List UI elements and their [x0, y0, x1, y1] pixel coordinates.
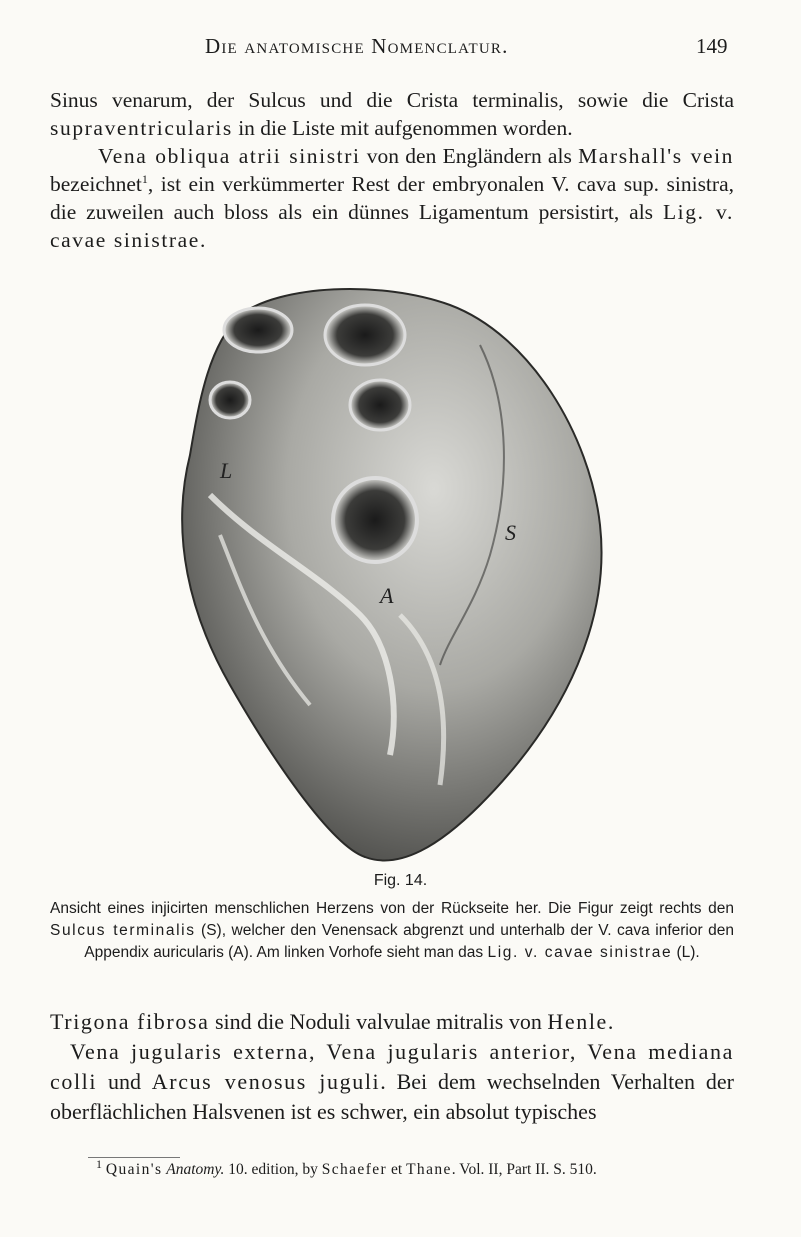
label-L: L — [220, 458, 233, 483]
vessel-opening — [224, 308, 292, 352]
heart-illustration — [150, 285, 630, 870]
vessel-opening — [325, 305, 405, 365]
paragraph-sinus-venarum: Sinus venarum, der Sulcus und die Crista terminalis, sowie die Crista supraventricularis in die Liste mit aufgenommen worden. — [50, 88, 734, 140]
vessel-opening — [210, 382, 250, 418]
figure-number: Fig. 14. — [373, 872, 428, 889]
paragraph-vena-obliqua: Vena obliqua atrii sinistri von den Engländern als Marshall's vein bezeichnet$^1$, ist ein verkümmerter Rest der embryonalen V. cava sup. sinistra, die zuweilen auch bloss als ein dünnes Ligamentum persistirt, als Lig. v. cavae sinistrae. — [50, 144, 735, 252]
footnote: $^1$ Quain's Anatomy. 10. edition, by Schaefer et Thane. Vol. II, Part II. S. 510. — [96, 1156, 597, 1178]
label-A: A — [380, 583, 394, 608]
figure-caption: Ansicht eines injicirten menschlichen Herzens von der Rückseite her. Die Figur zeigt rechts den Sulcus terminalis (S), welcher den Venensack abgrenzt und unterhalb der V. cava inferior den Appendix auricularis (A). Am linken Vorhofe sieht man das Lig. v. cavae sinistrae (L). — [50, 900, 734, 961]
paragraph-trigona-fibrosa: Trigona fibrosa sind die Noduli valvulae mitralis von Henle. — [50, 1009, 614, 1034]
label-S: S — [505, 520, 516, 545]
page-number: 149 — [696, 34, 728, 58]
footnote-marker: 1 — [141, 171, 148, 186]
vena-cava-inferior-opening — [333, 478, 417, 562]
heart-outline — [182, 289, 601, 860]
paragraph-vena-jugularis: Vena jugularis externa, Vena jugularis anterior, Vena mediana colli und Arcus venosus juguli. Bei dem wechselnden Verhalten der oberflächlichen Halsvenen ist es schwer, ein absolut typisches — [50, 1039, 734, 1124]
running-head-title: Die anatomische Nomenclatur. — [205, 34, 509, 58]
vessel-opening — [350, 380, 410, 430]
